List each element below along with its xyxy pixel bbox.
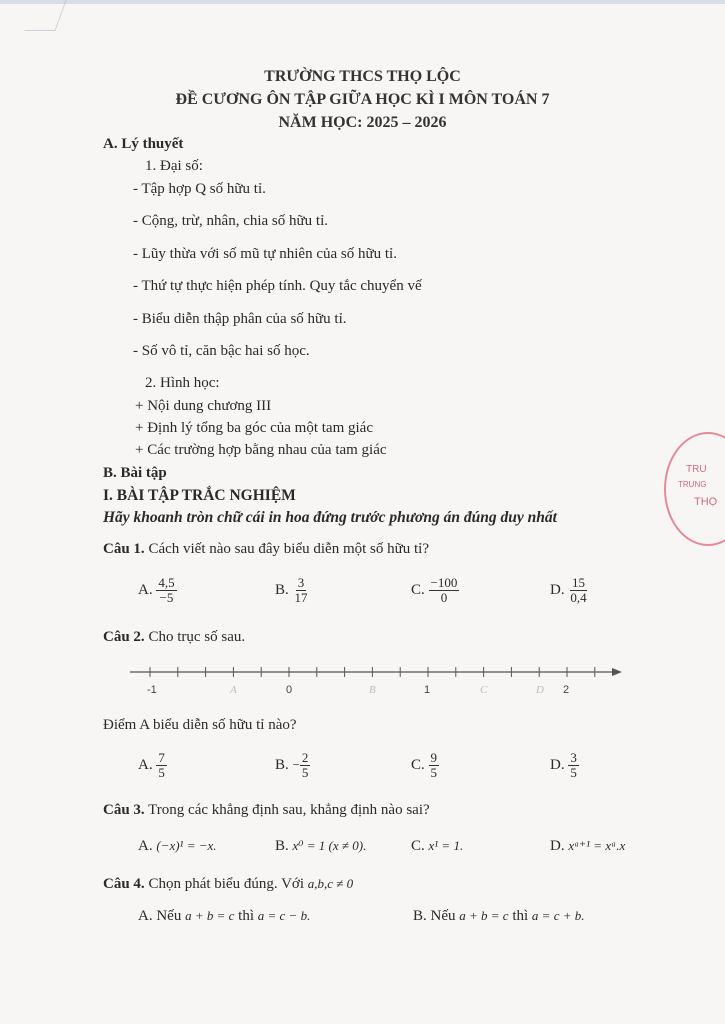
school-name: TRƯỜNG THCS THỌ LỘC [264,68,461,85]
q3-option-d[interactable] [550,838,625,855]
q4-option-a[interactable] [138,908,310,925]
option-letter: D. [550,582,565,599]
fraction: $\frac{3}{5}$ [570,750,577,781]
axis-point-label: B [369,684,376,696]
fraction: $\frac{9}{5}$ [430,750,438,781]
question-text: Chọn phát biểu đúng. Với [148,876,305,892]
axis-point-label: D [536,684,544,696]
algebra-item: - Lũy thừa với số mũ tự nhiên của số hữu tỉ. [133,246,397,262]
math-expression: x⁰ = 1 (x ≠ 0). [292,838,367,853]
q1-option-a[interactable] [138,576,177,606]
q2-option-d[interactable] [550,751,579,781]
q2-option-a[interactable] [138,751,167,781]
question-2 [103,629,245,646]
q3-option-b[interactable] [275,838,366,855]
option-letter: D. [550,838,565,854]
algebra-item: - Cộng, trừ, nhân, chia số hữu tỉ. [133,213,328,229]
stamp-text: TRUNG [678,480,707,489]
q4-option-b[interactable] [413,908,585,925]
question-4 [103,876,353,893]
axis-point-label: A [230,684,237,696]
option-letter: A. [138,757,153,774]
mc-heading: I. BÀI TẬP TRẮC NGHIỆM [103,487,296,504]
math-expression: x¹ = 1. [428,838,464,853]
option-letter: B. [275,838,289,854]
option-letter: B. Nếu [413,908,456,924]
question-text: Cách viết nào sau đây biểu diễn một số hữu tỉ? [148,541,430,557]
axis-arrow [612,668,622,676]
fraction: $\frac{7}{5}$ [158,750,165,781]
q1-option-c[interactable] [411,576,459,606]
axis-number: 0 [286,684,293,696]
option-letter: A. Nếu [138,908,182,924]
math-expression: xᵃ⁺¹ = xᵃ.x [568,838,626,853]
question-label: Câu 3. [103,802,145,818]
axis-point-label: C [480,684,488,696]
math-expression: (−x)¹ = −x. [156,838,217,853]
option-letter: B. [275,757,289,774]
option-letter: B. [275,582,289,599]
document-title: ĐỀ CƯƠNG ÔN TẬP GIỮA HỌC KÌ I MÔN TOÁN 7 [175,91,550,108]
question-label: Câu 4. [103,876,145,892]
question-3 [103,802,430,819]
exercise-heading: B. Bài tập [103,465,167,481]
q3-option-c[interactable] [411,838,463,855]
fraction: $\frac{3}{17}$ [294,575,308,606]
math-expression: a + b = c [459,908,509,923]
math-expression: a = c − b. [257,908,311,923]
fraction: $\frac{4,5}{-5}$ [158,575,175,606]
algebra-item: - Số vô tỉ, căn bậc hai số học. [133,343,310,359]
q2-option-b[interactable] [275,751,310,781]
fraction: $\frac{-100}{0}$ [430,575,458,606]
question-label: Câu 2. [103,629,145,645]
condition-expression: a,b,c ≠ 0 [307,876,354,891]
q1-option-b[interactable] [275,576,310,606]
question-label: Câu 1. [103,541,145,557]
option-letter: C. [411,582,425,599]
geometry-item: + Các trường hợp bằng nhau của tam giác [135,442,387,458]
q1-option-d[interactable] [550,576,589,606]
scan-edge [0,0,725,4]
axis-number: 2 [563,684,570,696]
official-stamp [664,432,725,546]
number-line [120,660,630,700]
option-letter: A. [138,582,153,599]
fraction: $\frac{2}{5}$ [301,750,309,781]
q2-option-c[interactable] [411,751,439,781]
geometry-item: + Định lý tổng ba góc của một tam giác [135,420,373,436]
math-expression: a = c + b. [531,908,585,923]
q3-option-a[interactable] [138,838,217,855]
axis-number: -1 [147,684,157,696]
school-year: NĂM HỌC: 2025 – 2026 [278,114,447,131]
stamp-text: THỌ [694,496,718,508]
fraction: $\frac{15}{0,4}$ [570,575,587,606]
minus-sign: − [292,757,300,773]
option-letter: C. [411,838,425,854]
math-expression: a + b = c [185,908,235,923]
algebra-item: - Thứ tự thực hiện phép tính. Quy tắc chuyển vế [133,278,422,294]
question-text: Trong các khẳng định sau, khẳng định nào sai? [148,802,430,818]
algebra-item: - Biểu diễn thập phân của số hữu tỉ. [133,311,347,327]
algebra-title: 1. Đại số: [145,158,203,174]
connector-text: thì [512,908,529,924]
option-letter: C. [411,757,425,774]
connector-text: thì [238,908,254,924]
question-1 [103,541,429,558]
option-letter: D. [550,757,565,774]
instruction-text: Hãy khoanh tròn chữ cái in hoa đứng trước phương án đúng duy nhất [103,509,557,526]
stamp-text: TRU [686,464,707,475]
option-letter: A. [138,838,153,854]
theory-heading: A. Lý thuyết [103,136,184,152]
question-text: Cho trục số sau. [148,629,246,645]
corner-mark [24,0,66,31]
question-2-prompt: Điểm A biểu diễn số hữu tỉ nào? [103,717,297,733]
algebra-item: - Tập hợp Q số hữu tỉ. [133,181,266,197]
geometry-title: 2. Hình học: [145,375,220,391]
geometry-item: + Nội dung chương III [135,398,272,414]
axis-number: 1 [424,684,431,696]
